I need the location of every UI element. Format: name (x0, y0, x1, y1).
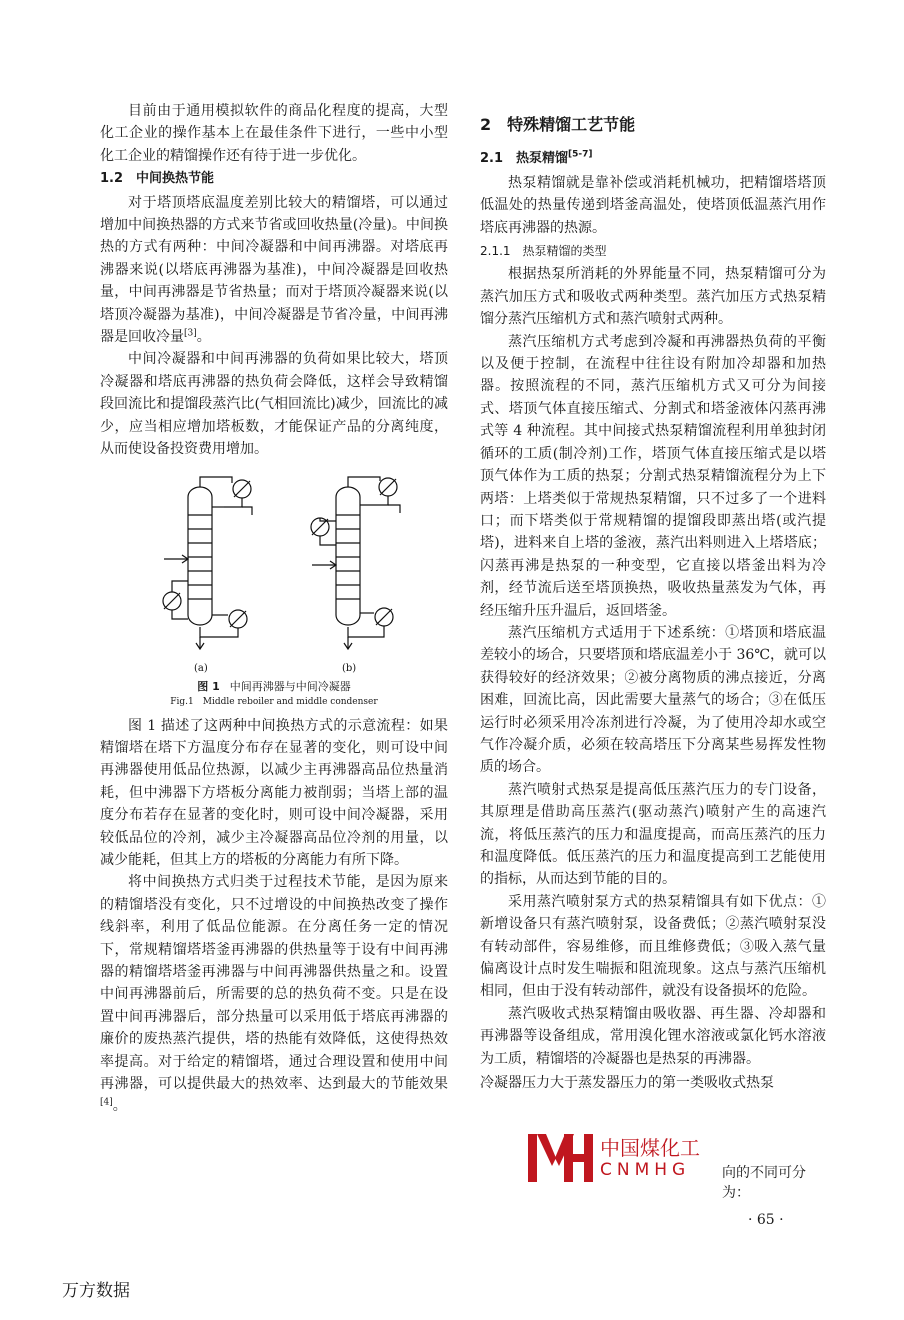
citation-4: [4] (100, 1097, 113, 1108)
left-paragraph-3: 中间冷凝器和中间再沸器的负荷如果比较大，塔顶冷凝器和塔底再沸器的热负荷会降低，这样会导致精馏段回流比和提馏段蒸汽比(气相回流比)减少，回流比的减少，应当相应增加塔板数，才能保证产品的分离纯度，从而使设备投资费用增加。 (100, 351, 448, 458)
watermark-logo (508, 1124, 818, 1201)
left-paragraph-1: 目前由于通用模拟软件的商品化程度的提高，大型化工企业的操作基本上在最佳条件下进行，一些中小型化工企业的精馏操作还有待于进一步优化。 (100, 103, 448, 164)
right-paragraph-1: 热泵精馏就是靠补偿或消耗机械功，把精馏塔塔顶低温处的热量传递到塔釜高温处，使塔顶低温蒸汽用作塔底再沸器的热源。 (480, 174, 826, 236)
logo-tail-text: 向的不同可分为： (722, 1165, 806, 1201)
page-number: · 65 · (748, 1212, 784, 1228)
left-paragraph-2: 对于塔顶塔底温度差别比较大的精馏塔，可以通过增加中间换热器的方式来节省或回收热量(冷量)。中间换热的方式有两种：中间冷凝器和中间再沸器。对塔底再沸器来说(以塔底再沸器为基准)，中间冷凝器是回收热量，中间再沸器是节省热量；而对于塔顶冷凝器来说(以塔顶冷凝器为基准)，中间冷凝器是节省冷量，中间再沸器是回收冷量[3]。 (100, 194, 448, 346)
right-column (480, 100, 826, 1094)
figure-label-a: (a) (194, 662, 208, 674)
left-paragraph-5: 将中间换热方式归类于过程技术节能，是因为原来的精馏塔没有变化，只不过增设的中间换热改变了操作线斜率，利用了低品位能源。在分离任务一定的情况下，常规精馏塔塔釜再沸器的供热量等于设有中间再沸器的精馏塔塔釜再沸器与中间再沸器供热量之和。设置中间再沸器前后，所需要的总的热负荷不变。只是在设置中间再沸器后，部分热量可以采用低于塔底再沸器的廉价的废热蒸汽提供，塔的热能有效降低，这使得热效率提高。对于给定的精馏塔，通过合理设置和使用中间再沸器，可以提供最大的热效率、达到最大的节能效果[4]。 (100, 874, 448, 1115)
right-bottom-line: 冷凝器压力大于蒸发器压力的第一类吸收式热泵 (480, 1075, 774, 1092)
right-paragraph-6: 采用蒸汽喷射泵方式的热泵精馏具有如下优点：①新增设备只有蒸汽喷射泵，设备费低；②蒸汽喷射泵没有转动部件，容易维修，而且维修费低；③吸入蒸气量偏离设计点时发生喘振和阻流现象。这点与蒸汽压缩机相同，但由于没有转动部件，就没有设备损坏的危险。 (480, 893, 826, 1000)
cnmhg-logo-icon (526, 1130, 596, 1186)
footer-source: 万方数据 (62, 1281, 130, 1301)
left-paragraph-4: 图 1 描述了这两种中间换热方式的示意流程：如果精馏塔在塔下方温度分布存在显著的变化，则可设中间再沸器使用低品位热源，以减少主再沸器高品位热量消耗，但中沸器下方塔板分离能力被削弱；当塔上部的温度分布若存在显著的变化时，则可设中间冷凝器，采用较低品位的冷剂，减少主冷凝器高品位冷剂的用量，以减少能耗，但其上方的塔板的分离能力有所下降。 (100, 717, 448, 868)
left-column (100, 100, 448, 1118)
right-paragraph-7: 蒸汽吸收式热泵精馏由吸收器、再生器、冷却器和再沸器等设备组成，常用溴化锂水溶液或氯化钙水溶液为工质，精馏塔的冷凝器也是热泵的再沸器。 (480, 1005, 826, 1067)
citation-5-7: [5-7] (568, 150, 593, 161)
figure-1 (100, 469, 448, 709)
right-paragraph-5: 蒸汽喷射式热泵是提高低压蒸汽压力的专门设备，其原理是借助高压蒸汽(驱动蒸汽)喷射产生的高速汽流，将低压蒸汽的压力和温度提高，而高压蒸汽的压力和温度降低。低压蒸汽的压力和温度提高到工艺能使用的指标，从而达到节能的目的。 (480, 781, 826, 888)
section-heading-2: 2 特殊精馏工艺节能 (480, 115, 636, 134)
figure-caption-cn: 图 1 中间再沸器与中间冷凝器 (197, 679, 351, 693)
right-paragraph-4: 蒸汽压缩机方式适用于下述系统：①塔顶和塔底温差较小的场合，只要塔顶和塔底温差小于 36℃，就可以获得较好的经济效果；②被分离物质的沸点接近，分离困难，回流比高，因此需要大量蒸气的场合；③在低压运行时必须采用冷冻剂进行冷凝，为了使用冷却水或空气作冷凝介质，必须在较高塔压下分离某些易挥发性物质的场合。 (480, 624, 826, 776)
right-paragraph-2: 根据热泵所消耗的外界能量不同，热泵精馏可分为蒸汽加压方式和吸收式两种类型。蒸汽加压方式热泵精馏分蒸汽压缩机方式和蒸汽喷射式两种。 (480, 266, 826, 328)
column-a (163, 477, 252, 649)
section-heading-2-1-1: 2.1.1 热泵精馏的类型 (480, 244, 607, 259)
citation-3: [3] (184, 328, 197, 339)
section-heading-1-2: 1.2 中间换热节能 (100, 171, 215, 187)
logo-name-en: CNMHG (600, 1160, 691, 1180)
section-heading-2-1: 2.1 热泵精馏[5-7] (480, 150, 593, 167)
logo-name-cn: 中国煤化工 (600, 1136, 700, 1160)
right-paragraph-3: 蒸汽压缩机方式考虑到冷凝和再沸器热负荷的平衡以及便于控制，在流程中往往设有附加冷却器和加热器。按照流程的不同，蒸汽压缩机方式又可分为间接式、塔顶气体直接压缩式、分割式和塔釜液体闪蒸再沸式等 4 种流程。其中间接式热泵精馏流程利用单独封闭循环的工质(制冷剂)工作，塔顶气体直接压缩式是以塔顶气体作为工质的热泵；分割式热泵精馏流程分为上下两塔：上塔类似于常规热泵精馏，只不过多了一个进料口；而下塔类似于常规精馏的提馏段即蒸出塔(或汽提塔)，进料来自上塔的釜液，蒸汽出料则进入上塔塔底；闪蒸再沸是热泵的一种变型，它直接以塔釜出料为冷剂，经节流后送至塔顶换热，吸收热量蒸发为气体，再经压缩升压升温后，返回塔釜。 (480, 333, 826, 619)
column-b (311, 477, 400, 649)
figure-label-b: (b) (342, 662, 357, 674)
figure-1-diagram (124, 469, 424, 677)
figure-caption-en: Fig.1 Middle reboiler and middle condenser (170, 696, 378, 707)
